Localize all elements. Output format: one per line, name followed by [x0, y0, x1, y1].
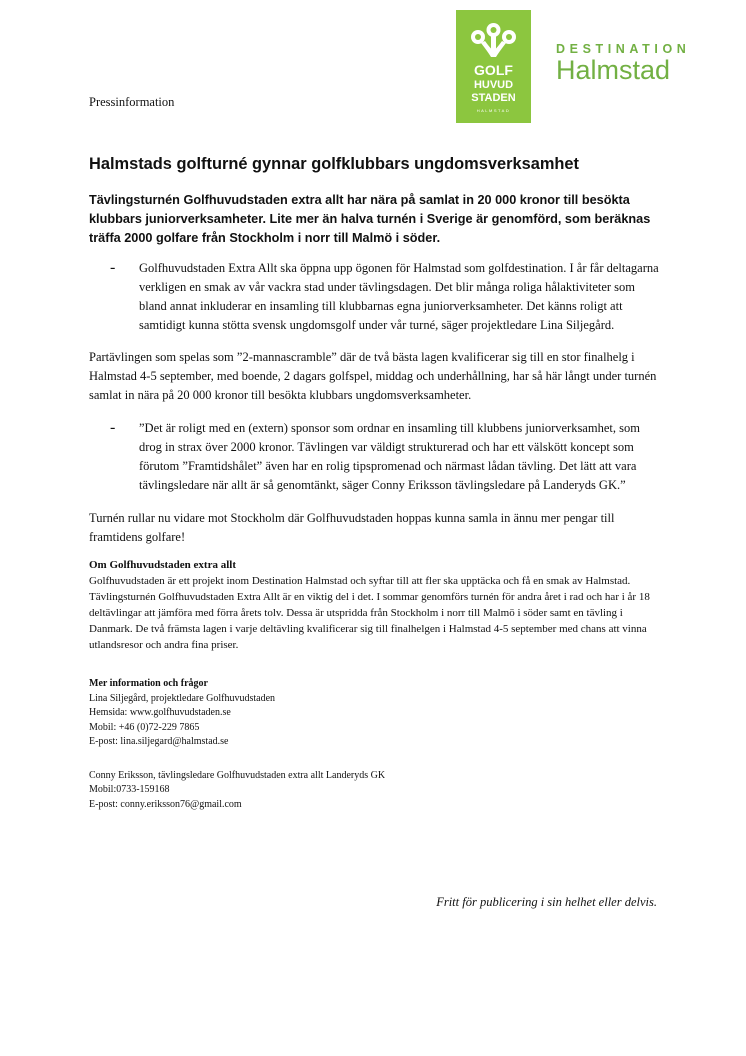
golfhuvudstaden-logo — [456, 10, 531, 123]
logo-line-1: GOLF — [474, 62, 513, 78]
quote-2-text: ”Det är roligt med en (extern) sponsor som ordnar en insamling till klubbens juniorverksamhet, som drog in strax över 2000 kronor. Tävlingen var väldigt strukturerad och har ett välskött koncept som förutom ”Framtidshålet” även har en rolig tipspromenad och närmast lådan tävling. Det lätt att vara tävlingsledare när allt är så genomtänkt, säger Conny Eriksson tävlingsledare på Landeryds GK.” — [139, 421, 640, 492]
paragraph-2: Turnén rullar nu vidare mot Stockholm där Golfhuvudstaden hoppas kunna samla in ännu mer pengar till framtidens golfare! — [89, 511, 615, 544]
article-body — [89, 155, 664, 812]
logo-tagline: HALMSTAD — [476, 108, 511, 113]
destination-halmstad-logo — [556, 42, 706, 83]
about-text: Golfhuvudstaden är ett projekt inom Destination Halmstad och syftar till att fler ska upptäcka och få en smak av Halmstad. Tävlingsturnén Golfhuvudstaden Extra Allt är en viktig del i det. I sommar genomförs turnén för andra året i rad och har i år 18 deltävlingar att jämföra med förra årets tolv. Dessa är utspridda från Stockholm i norr till Malmö i söder samt en tävling i Danmark. De två främsta lagen i varje deltävling kvalificerar sig till finalhelgen i Halmstad 4-5 september med chans att vinna utlandsresor och andra fina priser. — [89, 575, 650, 651]
logo-line-2: HUVUD — [473, 79, 514, 91]
contact-section — [89, 677, 664, 812]
article-title: Halmstads golfturné gynnar golfklubbars ungdomsverksamhet — [89, 155, 579, 173]
halmstad-label: Halmstad — [556, 55, 671, 85]
quote-block-1 — [89, 259, 664, 335]
contact-phone: Mobil: +46 (0)72-229 7865 — [89, 721, 200, 733]
contact-email: E-post: conny.eriksson76@gmail.com — [89, 798, 242, 810]
publication-note: Fritt för publicering i sin helhet eller delvis. — [436, 895, 657, 909]
contact-email: E-post: lina.siljegard@halmstad.se — [89, 736, 229, 747]
bullet-dash: - — [110, 259, 116, 276]
press-info-label: Pressinformation — [89, 95, 175, 109]
about-heading: Om Golfhuvudstaden extra allt — [89, 559, 236, 571]
logo-line-3: STADEN — [471, 92, 516, 104]
paragraph-1: Partävlingen som spelas som ”2-mannascramble” där de två bästa lagen kvalificerar sig till en stor finalhelg i Halmstad 4-5 september, med boende, 2 dagars golfspel, middag och underhållning, har så här långt under turnén samlat in nära på 20 000 kronor till besökta klubbars ungdomsverksamheter. — [89, 350, 657, 402]
about-section — [89, 557, 664, 653]
bullet-dash: - — [110, 419, 116, 436]
article-lead: Tävlingsturnén Golfhuvudstaden extra allt har nära på samlat in 20 000 kronor till besökta klubbars juniorverksamheter. Lite mer än halva turnén i Sverige är genomförd, som beräknas träffa 2000 golfare från Stockholm i norr till Malmö i söder. — [89, 193, 651, 245]
quote-1-text: Golfhuvudstaden Extra Allt ska öppna upp ögonen för Halmstad som golfdestination. I år får deltagarna verkligen en smak av vår vackra stad under tävlingsdagen. Det blir många roliga hålaktiviteter som bland annat inkluderar en insamling till klubbarnas egna juniorverksamheter. Det känns roligt att samtidigt kunna stötta svensk ungdomsgolf under vår turné, säger projektledare Lina Siljegård. — [139, 261, 659, 332]
contact-line: Lina Siljegård, projektledare Golfhuvudstaden — [89, 692, 276, 704]
golf-flowers-icon — [471, 23, 516, 57]
quote-block-2 — [89, 419, 664, 495]
contact-heading: Mer information och frågor — [89, 678, 208, 689]
contact-website: Hemsida: www.golfhuvudstaden.se — [89, 707, 231, 718]
contact-phone: Mobil:0733-159168 — [89, 784, 170, 795]
destination-label: DESTINATION — [556, 42, 691, 56]
contact-line: Conny Eriksson, tävlingsledare Golfhuvudstaden extra allt Landeryds GK — [89, 769, 386, 781]
